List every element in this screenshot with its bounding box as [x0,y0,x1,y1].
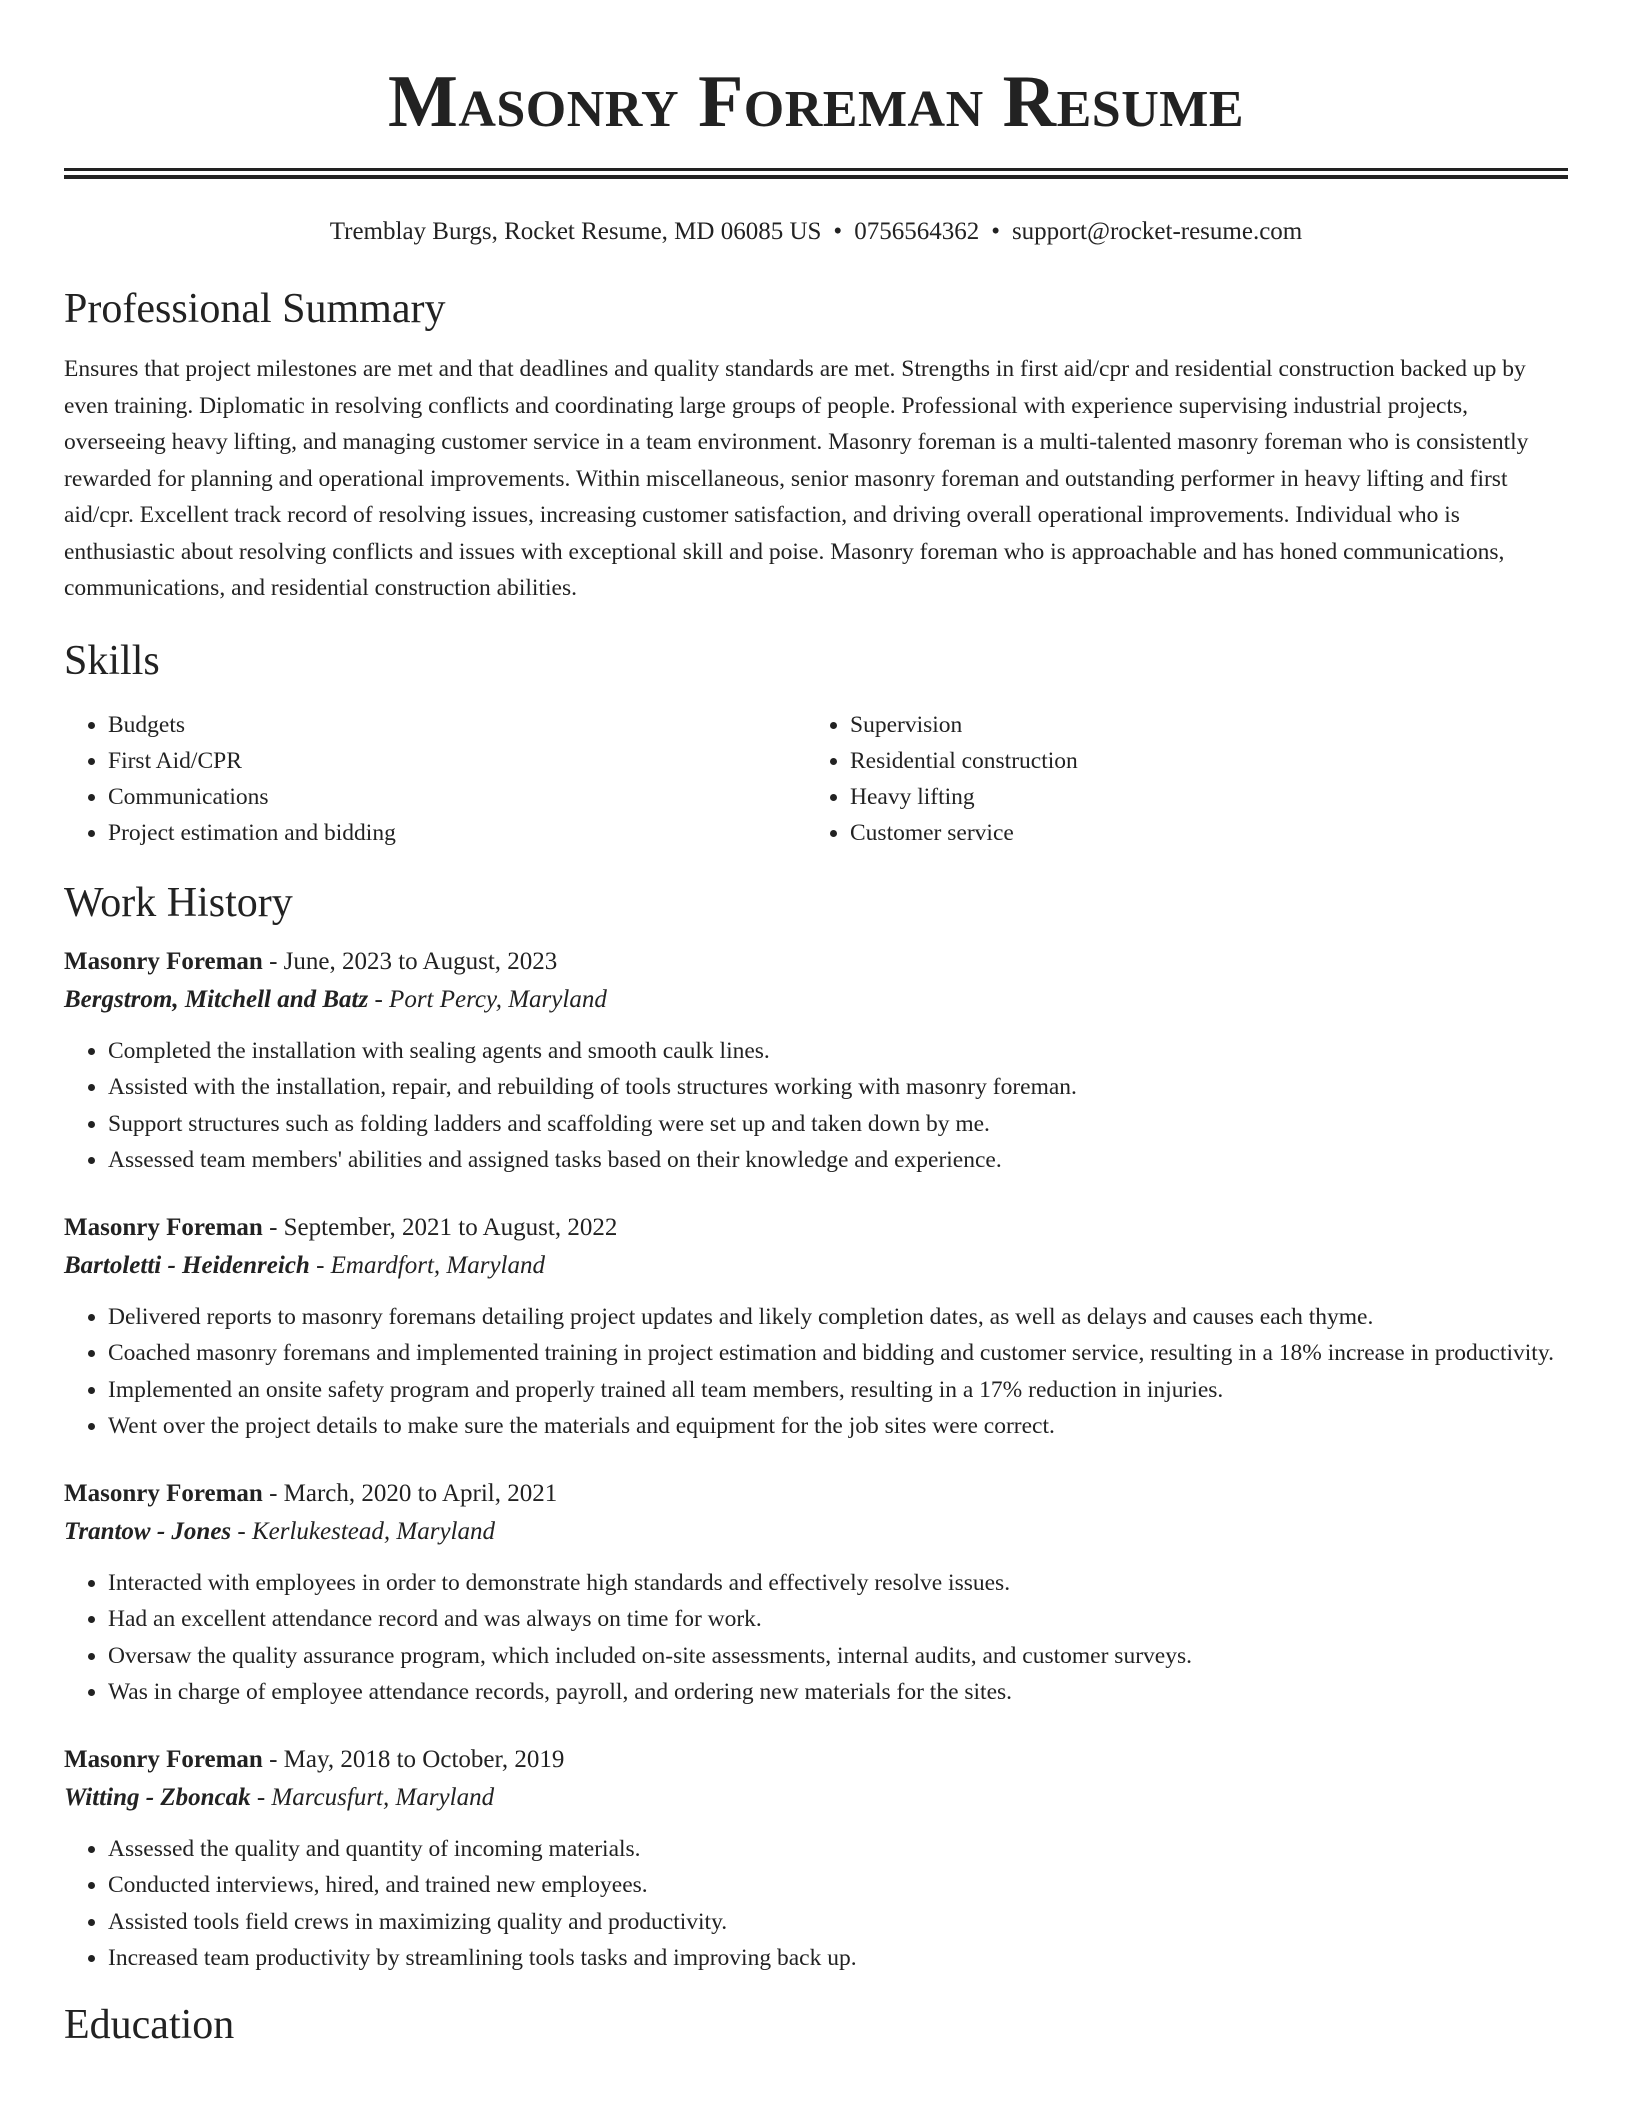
resume-title: Masonry Foreman Resume [387,61,1245,143]
section-heading-skills: Skills [64,637,160,684]
title-divider [64,168,1568,179]
job-bullet: • Support structures such as folding ladders and scaffolding were set up and taken down by me. [108,1106,1568,1143]
contact-address: Tremblay Burgs, Rocket Resume, MD 06085 US [329,218,822,245]
job-employer [64,1513,1568,1551]
job-bullet: • Coached masonry foremans and implemented training in project estimation and bidding and customer service, resulting in a 18% increase in productivity. [108,1335,1568,1372]
job-bullet: • Oversaw the quality assurance program, which included on-site assessments, internal audits, and customer surveys. [108,1638,1568,1675]
job-header [64,1475,1568,1513]
summary-text: Ensures that project milestones are met and that deadlines and quality standards are met. Strengths in first aid/cpr and residential construction backed up by even training. Diplomatic in resolving conflicts and coordinating large groups of people. Professional with experience supervising industrial projects, overseeing heavy lifting, and managing customer service in a team environment. Masonry foreman is a multi-talented masonry foreman who is consistently rewarded for planning and operational improvements. Within miscellaneous, senior masonry foreman and outstanding performer in heavy lifting and first aid/cpr. Excellent track record of resolving issues, increasing customer satisfaction, and driving overall operational improvements. Individual who is enthusiastic about resolving conflicts and issues with exceptional skill and poise. Masonry foreman who is approachable and has honed communications, communications, and residential construction abilities. [64,356,1529,601]
job-company: Witting - Zboncak [64,1783,251,1811]
job-location: - Kerlukestead, Maryland [231,1517,495,1545]
skill-item: • Supervision [850,707,1548,743]
job-entry [64,1741,1568,1977]
job-bullets [64,1033,1568,1179]
section-heading-education: Education [64,2001,235,2048]
job-employer [64,981,1568,1019]
skill-item: • Communications [108,779,806,815]
job-bullet: • Implemented an onsite safety program and properly trained all team members, resulting in a 17% reduction in injuries. [108,1372,1568,1409]
job-entry [64,1209,1568,1445]
skills-column-right [806,707,1548,851]
job-bullet: • Completed the installation with sealing agents and smooth caulk lines. [108,1033,1568,1070]
job-bullets [64,1831,1568,1977]
job-bullet: • Went over the project details to make sure the materials and equipment for the job sites were correct. [108,1408,1568,1445]
job-bullet: • Increased team productivity by streamlining tools tasks and improving back up. [108,1940,1568,1977]
job-bullet: • Assisted tools field crews in maximizing quality and productivity. [108,1904,1568,1941]
contact-separator: • [833,218,843,245]
job-header [64,1741,1568,1779]
skills-column-left [64,707,806,851]
job-entry [64,943,1568,1179]
job-bullet: • Interacted with employees in order to demonstrate high standards and effectively resolve issues. [108,1565,1568,1602]
job-bullet: • Had an excellent attendance record and was always on time for work. [108,1601,1568,1638]
job-bullet: • Was in charge of employee attendance records, payroll, and ordering new materials for the sites. [108,1674,1568,1711]
skill-item: • Heavy lifting [850,779,1548,815]
job-bullet: • Conducted interviews, hired, and trained new employees. [108,1867,1568,1904]
contact-email: support@rocket-resume.com [1011,218,1303,245]
section-heading-summary: Professional Summary [64,286,446,332]
job-title: Masonry Foreman [64,1213,263,1241]
skills-list [64,707,1568,851]
job-company: Bartoletti - Heidenreich [64,1251,310,1279]
skill-item: • Budgets [108,707,806,743]
job-header [64,1209,1568,1247]
job-bullet: • Assessed team members' abilities and assigned tasks based on their knowledge and experience. [108,1142,1568,1179]
job-bullet: • Assessed the quality and quantity of incoming materials. [108,1831,1568,1868]
skill-item: • First Aid/CPR [108,743,806,779]
job-header [64,943,1568,981]
skill-item: • Residential construction [850,743,1548,779]
job-location: - Marcusfurt, Maryland [250,1783,495,1811]
job-employer [64,1247,1568,1285]
job-bullet: • Delivered reports to masonry foremans detailing project updates and likely completion dates, as well as delays and causes each thyme. [108,1299,1568,1336]
skill-item: • Project estimation and bidding [108,815,806,851]
job-employer [64,1779,1568,1817]
job-location: - Emardfort, Maryland [309,1251,545,1279]
contact-line [64,215,1568,249]
job-dates: - June, 2023 to August, 2023 [262,947,558,975]
job-dates: - May, 2018 to October, 2019 [262,1745,565,1773]
job-title: Masonry Foreman [64,1745,263,1773]
job-dates: - March, 2020 to April, 2021 [262,1479,558,1507]
job-dates: - September, 2021 to August, 2022 [262,1213,618,1241]
job-title: Masonry Foreman [64,1479,263,1507]
job-location: - Port Percy, Maryland [368,985,607,1013]
job-entry [64,1475,1568,1711]
job-bullet: • Assisted with the installation, repair, and rebuilding of tools structures working with masonry foreman. [108,1069,1568,1106]
job-title: Masonry Foreman [64,947,263,975]
job-company: Trantow - Jones [64,1517,232,1545]
job-bullets [64,1565,1568,1711]
skill-item: • Customer service [850,815,1548,851]
contact-phone: 0756564362 [854,218,980,245]
section-heading-work-history: Work History [64,879,293,926]
job-bullets [64,1299,1568,1445]
contact-separator: • [991,218,1000,245]
job-company: Bergstrom, Mitchell and Batz [64,985,369,1013]
